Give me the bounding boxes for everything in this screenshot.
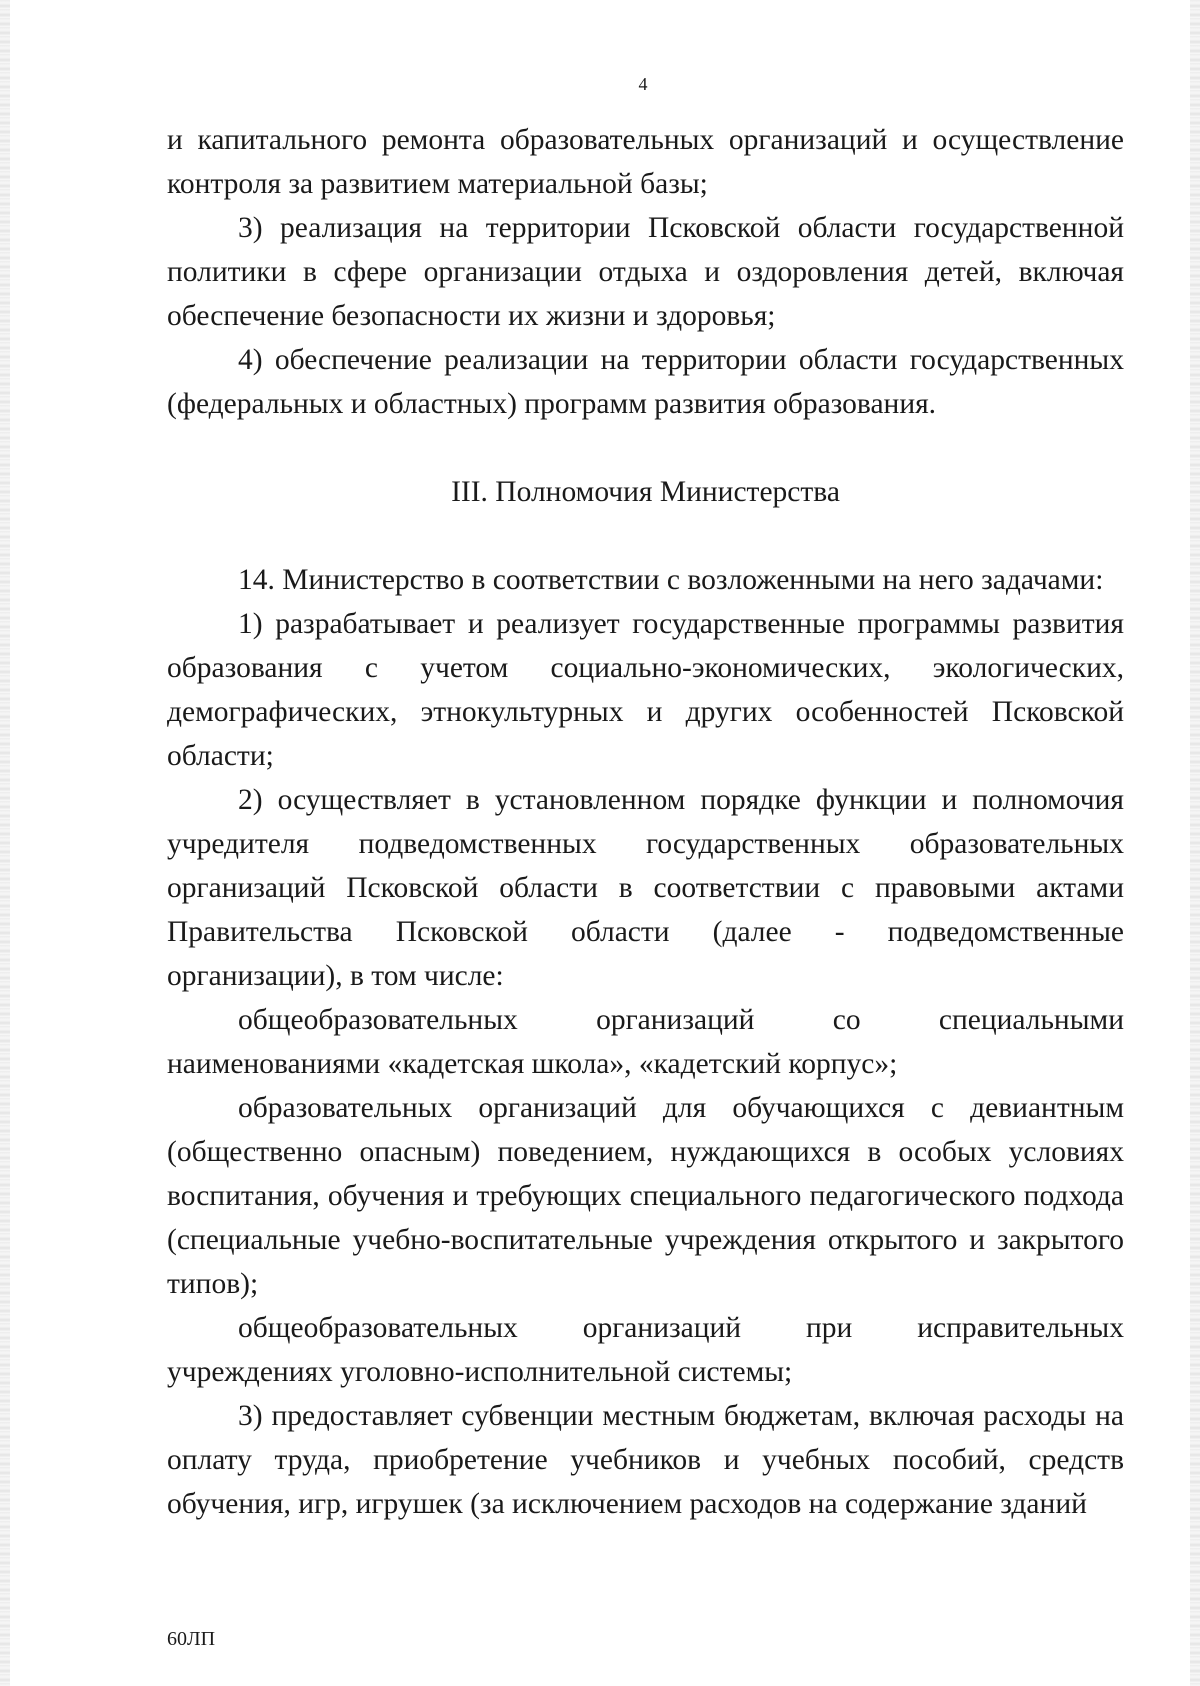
paragraph-list-correctional: общеобразовательных организаций при исправительных учреждениях уголовно-исполнительной системы;: [167, 1312, 1124, 1388]
paragraph-item-4: 4) обеспечение реализации на территории области государственных (федеральных и областных) программ развития образования.: [167, 344, 1124, 420]
scan-edge-left: [0, 0, 10, 1686]
paragraph-subitem-3: 3) предоставляет субвенции местным бюджетам, включая расходы на оплату труда, приобретение учебников и учебных пособий, средств обучения, игр, игрушек (за исключением расходов на содержание зданий: [167, 1400, 1124, 1520]
section-heading: III. Полномочия Министерства: [451, 476, 840, 508]
footer-document-code: 60ЛП: [167, 1628, 216, 1650]
paragraph-item-3: 3) реализация на территории Псковской области государственной политики в сфере организации отдыха и оздоровления детей, включая обеспечение безопасности их жизни и здоровья;: [167, 212, 1124, 332]
paragraph-subitem-2: 2) осуществляет в установленном порядке функции и полномочия учредителя подведомственных государственных образовательных организаций Псковской области в соответствии с правовыми актами Правительства Псковской области (далее - подведомственные организации), в том числе:: [167, 784, 1124, 992]
paragraph-list-deviant: образовательных организаций для обучающихся с девиантным (общественно опасным) поведением, нуждающихся в особых условиях воспитания, обучения и требующих специального педагогического подхода (специальные учебно-воспитательные учреждения открытого и закрытого типов);: [167, 1092, 1124, 1300]
document-body: [167, 118, 1124, 1526]
scan-edge-right: [1190, 0, 1200, 1686]
paragraph-continuation: и капитального ремонта образовательных организаций и осуществление контроля за развитием материальной базы;: [167, 124, 1124, 200]
paragraph-subitem-1: 1) разрабатывает и реализует государственные программы развития образования с учетом социально-экономических, экологических, демографических, этнокультурных и других особенностей Псковской области;: [167, 608, 1124, 772]
paragraph-clause-14: 14. Министерство в соответствии с возложенными на него задачами:: [238, 564, 1104, 596]
page-number: 4: [638, 74, 648, 94]
paragraph-list-cadet: общеобразовательных организаций со специальными наименованиями «кадетская школа», «кадетский корпус»;: [167, 1004, 1124, 1080]
